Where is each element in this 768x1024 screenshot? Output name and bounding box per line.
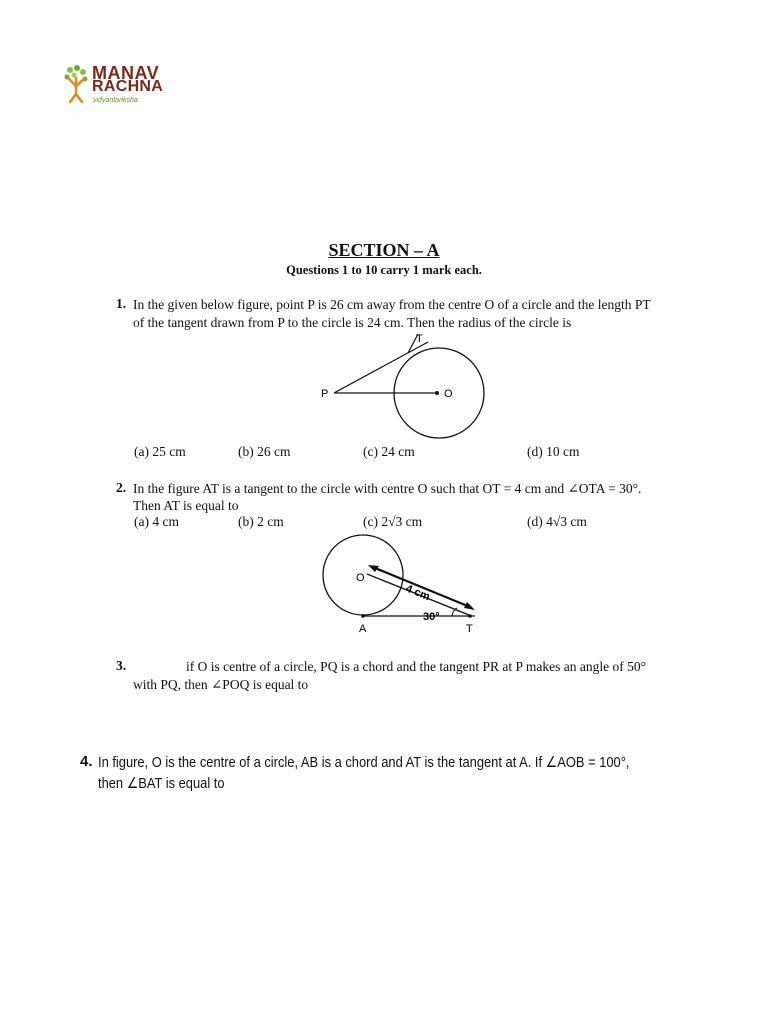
question-2-number: 2. — [116, 480, 127, 495]
school-logo — [62, 62, 202, 112]
arrow-head-right — [464, 602, 475, 610]
question-1-line-1: In the given below figure, point P is 26 cm away from the centre O of a circle and the length PT — [133, 297, 651, 312]
question-4-line-2: then ∠BAT is equal to — [98, 775, 225, 792]
tangent-pt — [334, 342, 428, 393]
question-2-line-2: Then AT is equal to — [133, 498, 239, 513]
point-a — [361, 614, 365, 618]
label-length: 4 cm — [403, 582, 432, 604]
logo-tagline: vidyantariksha — [93, 97, 138, 104]
label-p: P — [321, 388, 329, 400]
label-angle: 30° — [423, 611, 440, 623]
question-2-figure — [315, 530, 495, 640]
label-a: A — [359, 623, 367, 635]
question-3-number: 3. — [116, 658, 127, 673]
question-2-option-c: (c) 2√3 cm — [363, 514, 423, 529]
question-3-line-2: with PQ, then ∠POQ is equal to — [133, 677, 309, 692]
tree-icon — [62, 64, 90, 104]
section-title: SECTION – A — [328, 240, 440, 260]
question-1-figure — [310, 330, 500, 450]
question-3-line-1: if O is centre of a circle, PQ is a chord and the tangent PR at P makes an angle of 50° — [186, 659, 647, 674]
label-o: O — [444, 388, 453, 400]
question-2-line-1: In the figure AT is a tangent to the circle with centre O such that OT = 4 cm and ∠OTA = 30°. — [133, 481, 642, 496]
section-subtitle: Questions 1 to 10 carry 1 mark each. — [286, 263, 482, 277]
logo-name-line1: MANAV — [92, 63, 160, 83]
question-2-option-d: (d) 4√3 cm — [527, 514, 587, 529]
logo-name-line2: RACHNA — [92, 78, 164, 95]
label-t: T — [416, 333, 423, 345]
question-2-option-b: (b) 2 cm — [238, 514, 284, 529]
question-1-option-c: (c) 24 cm — [363, 444, 415, 459]
label-t: T — [466, 623, 473, 635]
label-o: O — [356, 572, 365, 584]
question-2-option-a: (a) 4 cm — [134, 514, 179, 529]
center-point — [435, 391, 439, 395]
question-1-line-2: of the tangent drawn from P to the circle is 24 cm. Then the radius of the circle is — [133, 315, 572, 330]
question-1-number: 1. — [116, 296, 127, 311]
question-4-line-1: In figure, O is the centre of a circle, AB is a chord and AT is the tangent at A. If ∠AOB = 100°, — [98, 754, 630, 771]
question-1-option-b: (b) 26 cm — [238, 444, 291, 459]
question-1-option-a: (a) 25 cm — [134, 444, 186, 459]
question-1-option-d: (d) 10 cm — [527, 444, 580, 459]
question-4-number: 4. — [80, 753, 93, 770]
